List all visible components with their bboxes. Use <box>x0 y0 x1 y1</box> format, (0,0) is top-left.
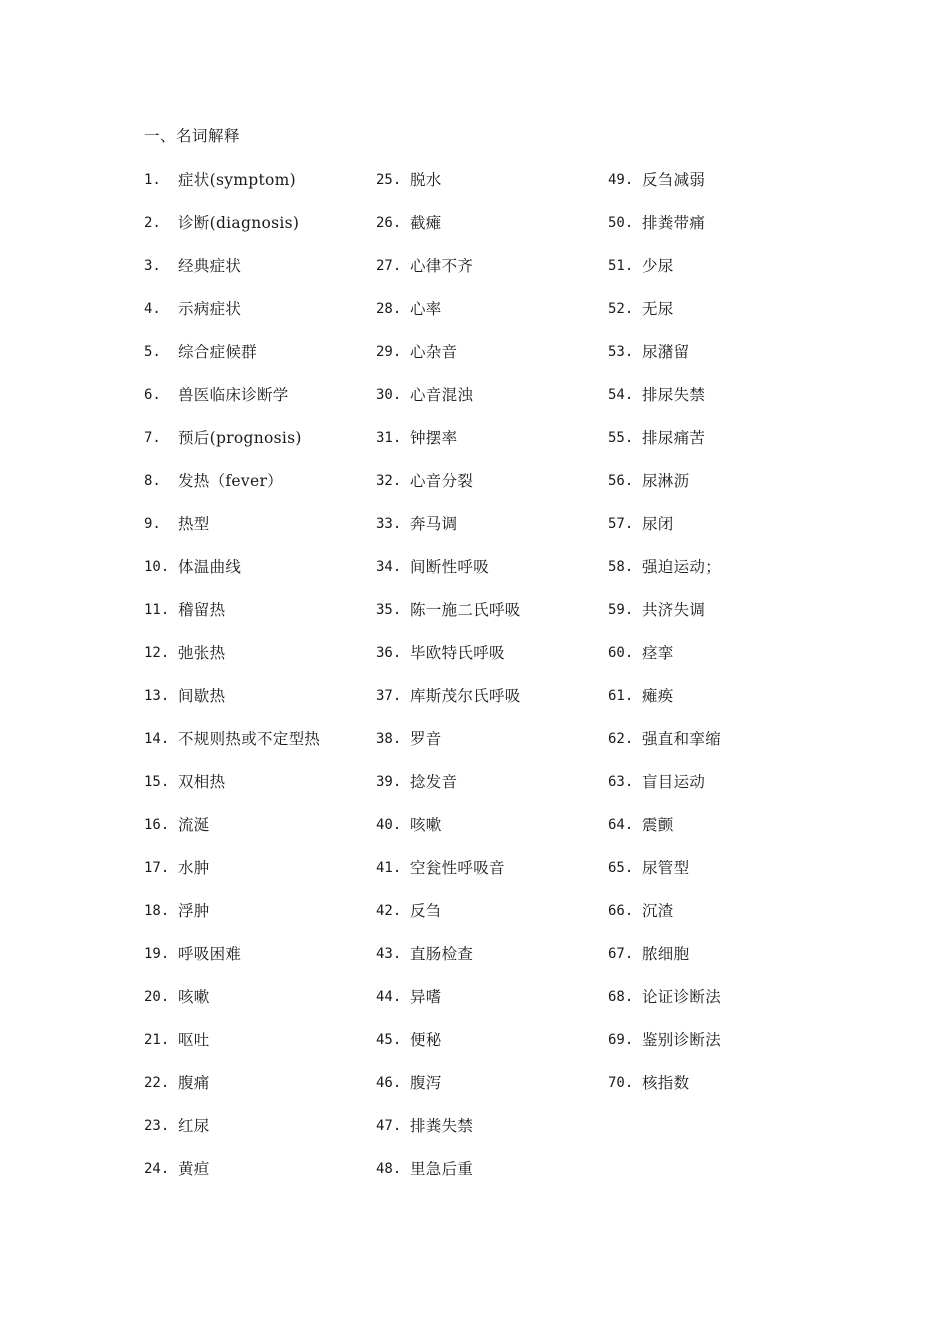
term-number: 69. <box>608 1032 634 1048</box>
term-number: 28. <box>376 301 402 317</box>
term-text: 瘫痪 <box>642 687 674 705</box>
term-number: 45. <box>376 1032 402 1048</box>
term-item <box>608 467 838 510</box>
section-heading: 一、名词解释 <box>144 127 241 145</box>
term-text: 共济失调 <box>642 601 706 619</box>
term-number: 25. <box>376 172 402 188</box>
term-item <box>144 1155 374 1198</box>
term-item <box>376 682 606 725</box>
term-text: 呕吐 <box>178 1031 210 1049</box>
term-number: 3. <box>144 258 161 274</box>
term-text: 论证诊断法 <box>642 988 722 1006</box>
term-number: 64. <box>608 817 634 833</box>
term-text: 捻发音 <box>410 773 458 791</box>
term-text: 强直和挛缩 <box>642 730 722 748</box>
term-number: 40. <box>376 817 402 833</box>
term-text: 直肠检查 <box>410 945 474 963</box>
term-number: 37. <box>376 688 402 704</box>
term-text: 体温曲线 <box>178 558 242 576</box>
term-item <box>608 682 838 725</box>
term-text: 呼吸困难 <box>178 945 242 963</box>
term-number: 61. <box>608 688 634 704</box>
term-number: 57. <box>608 516 634 532</box>
term-number: 65. <box>608 860 634 876</box>
term-text: 黄疸 <box>178 1160 210 1178</box>
term-number: 23. <box>144 1118 170 1134</box>
term-item <box>608 854 838 897</box>
term-item <box>144 381 374 424</box>
term-number: 32. <box>376 473 402 489</box>
term-number: 33. <box>376 516 402 532</box>
term-item <box>608 811 838 854</box>
term-text: 兽医临床诊断学 <box>178 386 289 404</box>
term-column-1 <box>144 166 374 1198</box>
term-text: 里急后重 <box>410 1160 474 1178</box>
term-number: 62. <box>608 731 634 747</box>
term-number: 26. <box>376 215 402 231</box>
term-item <box>144 639 374 682</box>
term-number: 47. <box>376 1118 402 1134</box>
term-item <box>376 295 606 338</box>
term-text: 核指数 <box>642 1074 690 1092</box>
term-column-2 <box>376 166 606 1198</box>
term-text: 空瓮性呼吸音 <box>410 859 505 877</box>
term-item <box>144 1112 374 1155</box>
term-item <box>144 596 374 639</box>
term-text: 预后(prognosis) <box>178 429 302 447</box>
term-text: 强迫运动； <box>642 558 722 576</box>
term-text: 尿潴留 <box>642 343 690 361</box>
term-number: 5. <box>144 344 161 360</box>
term-item <box>376 166 606 209</box>
term-text: 症状(symptom) <box>178 171 296 189</box>
term-item <box>376 381 606 424</box>
term-item <box>608 639 838 682</box>
term-item <box>144 424 374 467</box>
term-item <box>608 252 838 295</box>
term-number: 6. <box>144 387 161 403</box>
term-item <box>376 1112 606 1155</box>
term-item <box>376 1026 606 1069</box>
term-item <box>144 209 374 252</box>
term-text: 间歇热 <box>178 687 226 705</box>
term-text: 示病症状 <box>178 300 242 318</box>
term-text: 排粪带痛 <box>642 214 706 232</box>
term-number: 8. <box>144 473 161 489</box>
term-text: 水肿 <box>178 859 210 877</box>
term-number: 53. <box>608 344 634 360</box>
term-item <box>144 682 374 725</box>
term-number: 21. <box>144 1032 170 1048</box>
term-item <box>376 510 606 553</box>
term-item <box>144 1026 374 1069</box>
term-item <box>376 1069 606 1112</box>
term-item <box>144 897 374 940</box>
term-text: 排粪失禁 <box>410 1117 474 1135</box>
term-text: 双相热 <box>178 773 226 791</box>
term-text: 尿淋沥 <box>642 472 690 490</box>
term-text: 诊断(diagnosis) <box>178 214 300 232</box>
term-number: 42. <box>376 903 402 919</box>
term-number: 11. <box>144 602 170 618</box>
term-item <box>376 897 606 940</box>
term-item <box>376 553 606 596</box>
term-text: 排尿痛苦 <box>642 429 706 447</box>
term-text: 脱水 <box>410 171 442 189</box>
term-item <box>608 381 838 424</box>
term-number: 66. <box>608 903 634 919</box>
term-number: 58. <box>608 559 634 575</box>
term-number: 35. <box>376 602 402 618</box>
term-text: 便秘 <box>410 1031 442 1049</box>
term-text: 腹痛 <box>178 1074 210 1092</box>
term-number: 22. <box>144 1075 170 1091</box>
term-text: 经典症状 <box>178 257 242 275</box>
term-text: 脓细胞 <box>642 945 690 963</box>
term-text: 心音分裂 <box>410 472 474 490</box>
term-number: 1. <box>144 172 161 188</box>
term-text: 反刍 <box>410 902 442 920</box>
term-text: 心律不齐 <box>410 257 474 275</box>
term-text: 间断性呼吸 <box>410 558 490 576</box>
term-item <box>144 940 374 983</box>
term-item <box>144 811 374 854</box>
term-item <box>608 725 838 768</box>
term-text: 震颤 <box>642 816 674 834</box>
term-item <box>144 983 374 1026</box>
term-item <box>376 338 606 381</box>
term-number: 51. <box>608 258 634 274</box>
term-item <box>144 553 374 596</box>
term-item <box>608 209 838 252</box>
term-text: 无尿 <box>642 300 674 318</box>
term-text: 弛张热 <box>178 644 226 662</box>
term-text: 心率 <box>410 300 442 318</box>
term-text: 综合症候群 <box>178 343 258 361</box>
term-number: 7. <box>144 430 161 446</box>
term-item <box>376 467 606 510</box>
term-item <box>608 510 838 553</box>
term-number: 55. <box>608 430 634 446</box>
term-item <box>144 510 374 553</box>
term-number: 10. <box>144 559 170 575</box>
term-item <box>376 209 606 252</box>
term-number: 27. <box>376 258 402 274</box>
term-text: 稽留热 <box>178 601 226 619</box>
term-number: 38. <box>376 731 402 747</box>
term-item <box>144 768 374 811</box>
term-item <box>144 854 374 897</box>
term-item <box>144 252 374 295</box>
term-number: 20. <box>144 989 170 1005</box>
term-number: 34. <box>376 559 402 575</box>
term-number: 18. <box>144 903 170 919</box>
term-text: 盲目运动 <box>642 773 706 791</box>
term-item <box>608 983 838 1026</box>
term-text: 沉渣 <box>642 902 674 920</box>
term-number: 39. <box>376 774 402 790</box>
term-number: 14. <box>144 731 170 747</box>
term-number: 15. <box>144 774 170 790</box>
term-number: 41. <box>376 860 402 876</box>
term-item <box>376 424 606 467</box>
term-item <box>608 1026 838 1069</box>
term-item <box>608 166 838 209</box>
term-text: 浮肿 <box>178 902 210 920</box>
term-text: 毕欧特氏呼吸 <box>410 644 505 662</box>
term-item <box>144 1069 374 1112</box>
term-number: 13. <box>144 688 170 704</box>
term-text: 截瘫 <box>410 214 442 232</box>
term-number: 50. <box>608 215 634 231</box>
term-number: 54. <box>608 387 634 403</box>
term-item <box>376 768 606 811</box>
term-number: 48. <box>376 1161 402 1177</box>
term-text: 痉挛 <box>642 644 674 662</box>
term-text: 热型 <box>178 515 210 533</box>
term-number: 56. <box>608 473 634 489</box>
term-number: 12. <box>144 645 170 661</box>
term-item <box>376 940 606 983</box>
term-number: 30. <box>376 387 402 403</box>
term-number: 49. <box>608 172 634 188</box>
term-number: 67. <box>608 946 634 962</box>
term-text: 库斯茂尔氏呼吸 <box>410 687 521 705</box>
term-text: 陈一施二氏呼吸 <box>410 601 521 619</box>
term-number: 24. <box>144 1161 170 1177</box>
term-item <box>144 338 374 381</box>
term-text: 钟摆率 <box>410 429 458 447</box>
term-item <box>376 811 606 854</box>
term-number: 46. <box>376 1075 402 1091</box>
term-item <box>376 983 606 1026</box>
term-number: 19. <box>144 946 170 962</box>
term-number: 63. <box>608 774 634 790</box>
term-item <box>608 940 838 983</box>
term-text: 心音混浊 <box>410 386 474 404</box>
term-item <box>608 338 838 381</box>
term-item <box>608 1069 838 1112</box>
term-text: 腹泻 <box>410 1074 442 1092</box>
term-text: 奔马调 <box>410 515 458 533</box>
term-text: 流涎 <box>178 816 210 834</box>
term-text: 罗音 <box>410 730 442 748</box>
term-column-3 <box>608 166 838 1112</box>
term-text: 排尿失禁 <box>642 386 706 404</box>
term-item <box>376 854 606 897</box>
term-number: 4. <box>144 301 161 317</box>
term-number: 16. <box>144 817 170 833</box>
term-item <box>144 295 374 338</box>
term-item <box>144 467 374 510</box>
term-number: 29. <box>376 344 402 360</box>
term-number: 59. <box>608 602 634 618</box>
term-text: 少尿 <box>642 257 674 275</box>
term-number: 36. <box>376 645 402 661</box>
term-item <box>608 424 838 467</box>
term-text: 红尿 <box>178 1117 210 1135</box>
term-number: 70. <box>608 1075 634 1091</box>
term-number: 52. <box>608 301 634 317</box>
term-item <box>608 596 838 639</box>
term-text: 鉴别诊断法 <box>642 1031 722 1049</box>
term-item <box>144 725 374 768</box>
term-item <box>608 295 838 338</box>
term-item <box>376 596 606 639</box>
term-text: 发热（fever） <box>178 472 283 490</box>
term-item <box>376 639 606 682</box>
term-item <box>608 553 838 596</box>
term-item <box>376 252 606 295</box>
term-text: 尿闭 <box>642 515 674 533</box>
term-item <box>144 166 374 209</box>
term-item <box>376 725 606 768</box>
term-item <box>376 1155 606 1198</box>
term-text: 不规则热或不定型热 <box>178 730 321 748</box>
term-item <box>608 897 838 940</box>
term-text: 尿管型 <box>642 859 690 877</box>
term-number: 60. <box>608 645 634 661</box>
term-text: 咳嗽 <box>178 988 210 1006</box>
term-number: 68. <box>608 989 634 1005</box>
term-number: 9. <box>144 516 161 532</box>
term-number: 44. <box>376 989 402 1005</box>
term-text: 咳嗽 <box>410 816 442 834</box>
term-number: 31. <box>376 430 402 446</box>
term-number: 2. <box>144 215 161 231</box>
term-item <box>608 768 838 811</box>
term-text: 反刍减弱 <box>642 171 706 189</box>
term-text: 心杂音 <box>410 343 458 361</box>
term-text: 异嗜 <box>410 988 442 1006</box>
term-number: 43. <box>376 946 402 962</box>
term-number: 17. <box>144 860 170 876</box>
